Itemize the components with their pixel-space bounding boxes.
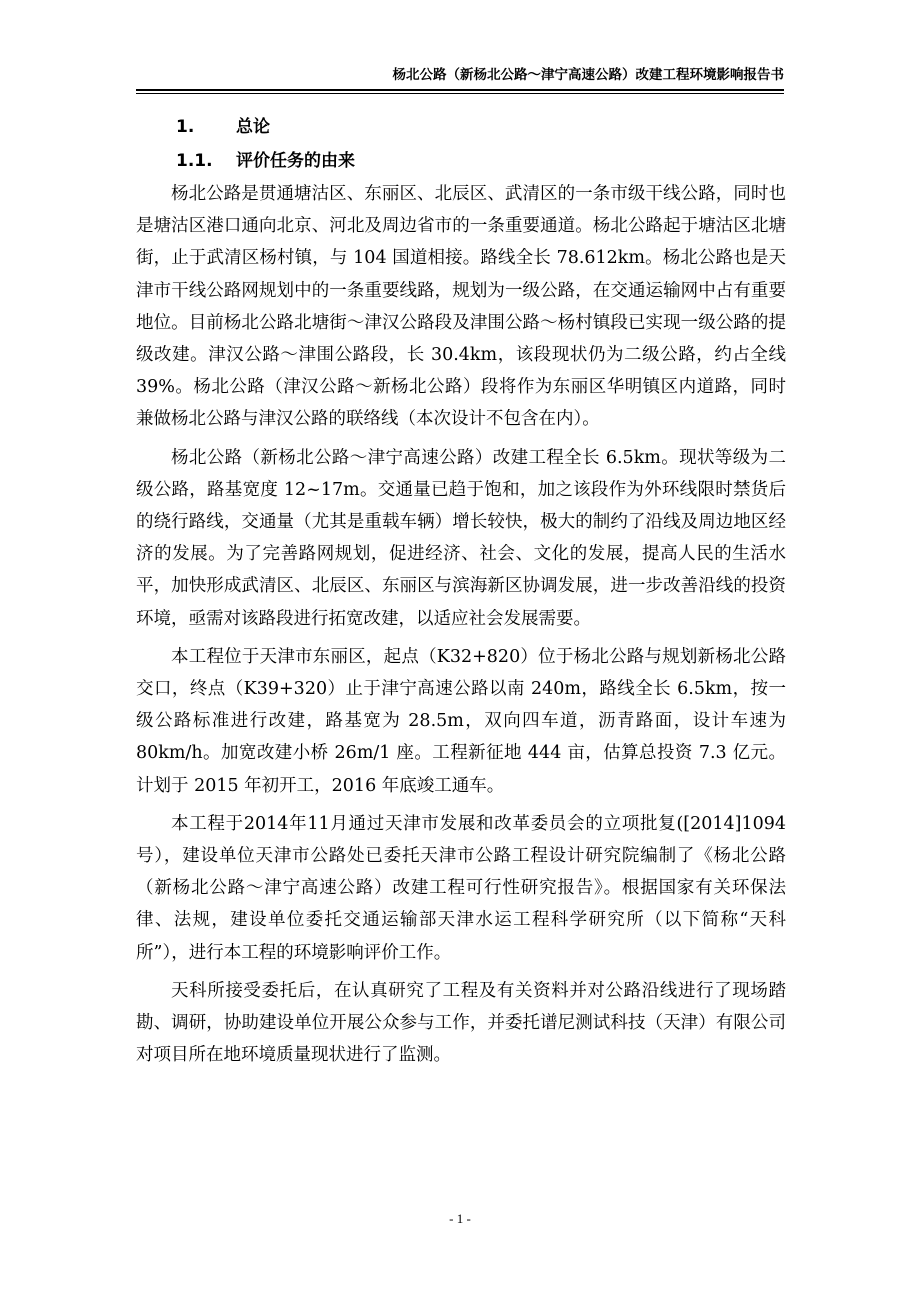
running-header: 杨北公路（新杨北公路～津宁高速公路）改建工程环境影响报告书 xyxy=(392,67,784,83)
subsection-number: 1.1. xyxy=(176,151,213,171)
document-body xyxy=(136,110,786,1077)
header-rule-thick xyxy=(136,89,784,91)
section-number: 1. xyxy=(176,117,195,137)
subsection-title: 评价任务的由来 xyxy=(236,151,355,171)
paragraph: 本工程于2014年11月通过天津市发展和改革委员会的立项批复([2014]1094号），建设单位天津市公路处已委托天津市公路工程设计研究院编制了《杨北公路（新杨北公路～津宁高速公路）改建工程可行性研究报告》。根据国家有关环保法律、法规，建设单位委托交通运输部天津水运工程科学研究所（以下简称“天科所”），进行本工程的环境影响评价工作。 xyxy=(136,813,786,963)
page-number: - 1 - xyxy=(449,1211,471,1226)
paragraph: 杨北公路是贯通塘沽区、东丽区、北辰区、武清区的一条市级干线公路，同时也是塘沽区港口通向北京、河北及周边省市的一条重要通道。杨北公路起于塘沽区北塘街，止于武清区杨村镇，与 104 国道相接。路线全长 78.612km。杨北公路也是天津市干线公路网规划中的一条重要线路，规划为一级公路，在交通运输网中占有重要地位。目前杨北公路北塘街～津汉公路段及津围公路～杨村镇段已实现一级公路的提级改建。津汉公路～津围公路段，长 30.4km，该段现状仍为二级公路，约占全线 39%。杨北公路（津汉公路～新杨北公路）段将作为东丽区华明镇区内道路，同时兼做杨北公路与津汉公路的联络线（本次设计不包含在内）。 xyxy=(136,184,786,430)
section-heading xyxy=(176,110,786,144)
paragraph: 本工程位于天津市东丽区，起点（K32+820）位于杨北公路与规划新杨北公路交口，终点（K39+320）止于津宁高速公路以南 240m，路线全长 6.5km，按一级公路标准进行改建，路基宽为 28.5m，双向四车道，沥青路面，设计车速为 80km/h。加宽改建小桥 26m/1 座。工程新征地 444 亩，估算总投资 7.3 亿元。计划于 2015 年初开工，2016 年底竣工通车。 xyxy=(136,646,786,796)
header-rule-thin xyxy=(136,93,784,94)
subsection-heading xyxy=(176,144,786,178)
section-title: 总论 xyxy=(236,117,270,137)
paragraph: 天科所接受委托后，在认真研究了工程及有关资料并对公路沿线进行了现场踏勘、调研，协助建设单位开展公众参与工作，并委托谱尼测试科技（天津）有限公司对项目所在地环境质量现状进行了监测。 xyxy=(136,980,786,1066)
paragraph: 杨北公路（新杨北公路～津宁高速公路）改建工程全长 6.5km。现状等级为二级公路，路基宽度 12~17m。交通量已趋于饱和，加之该段作为外环线限时禁货后的绕行路线，交通量（尤其是重载车辆）增长较快，极大的制约了沿线及周边地区经济的发展。为了完善路网规划，促进经济、社会、文化的发展，提高人民的生活水平，加快形成武清区、北辰区、东丽区与滨海新区协调发展，进一步改善沿线的投资环境，亟需对该路段进行拓宽改建，以适应社会发展需要。 xyxy=(136,447,786,629)
